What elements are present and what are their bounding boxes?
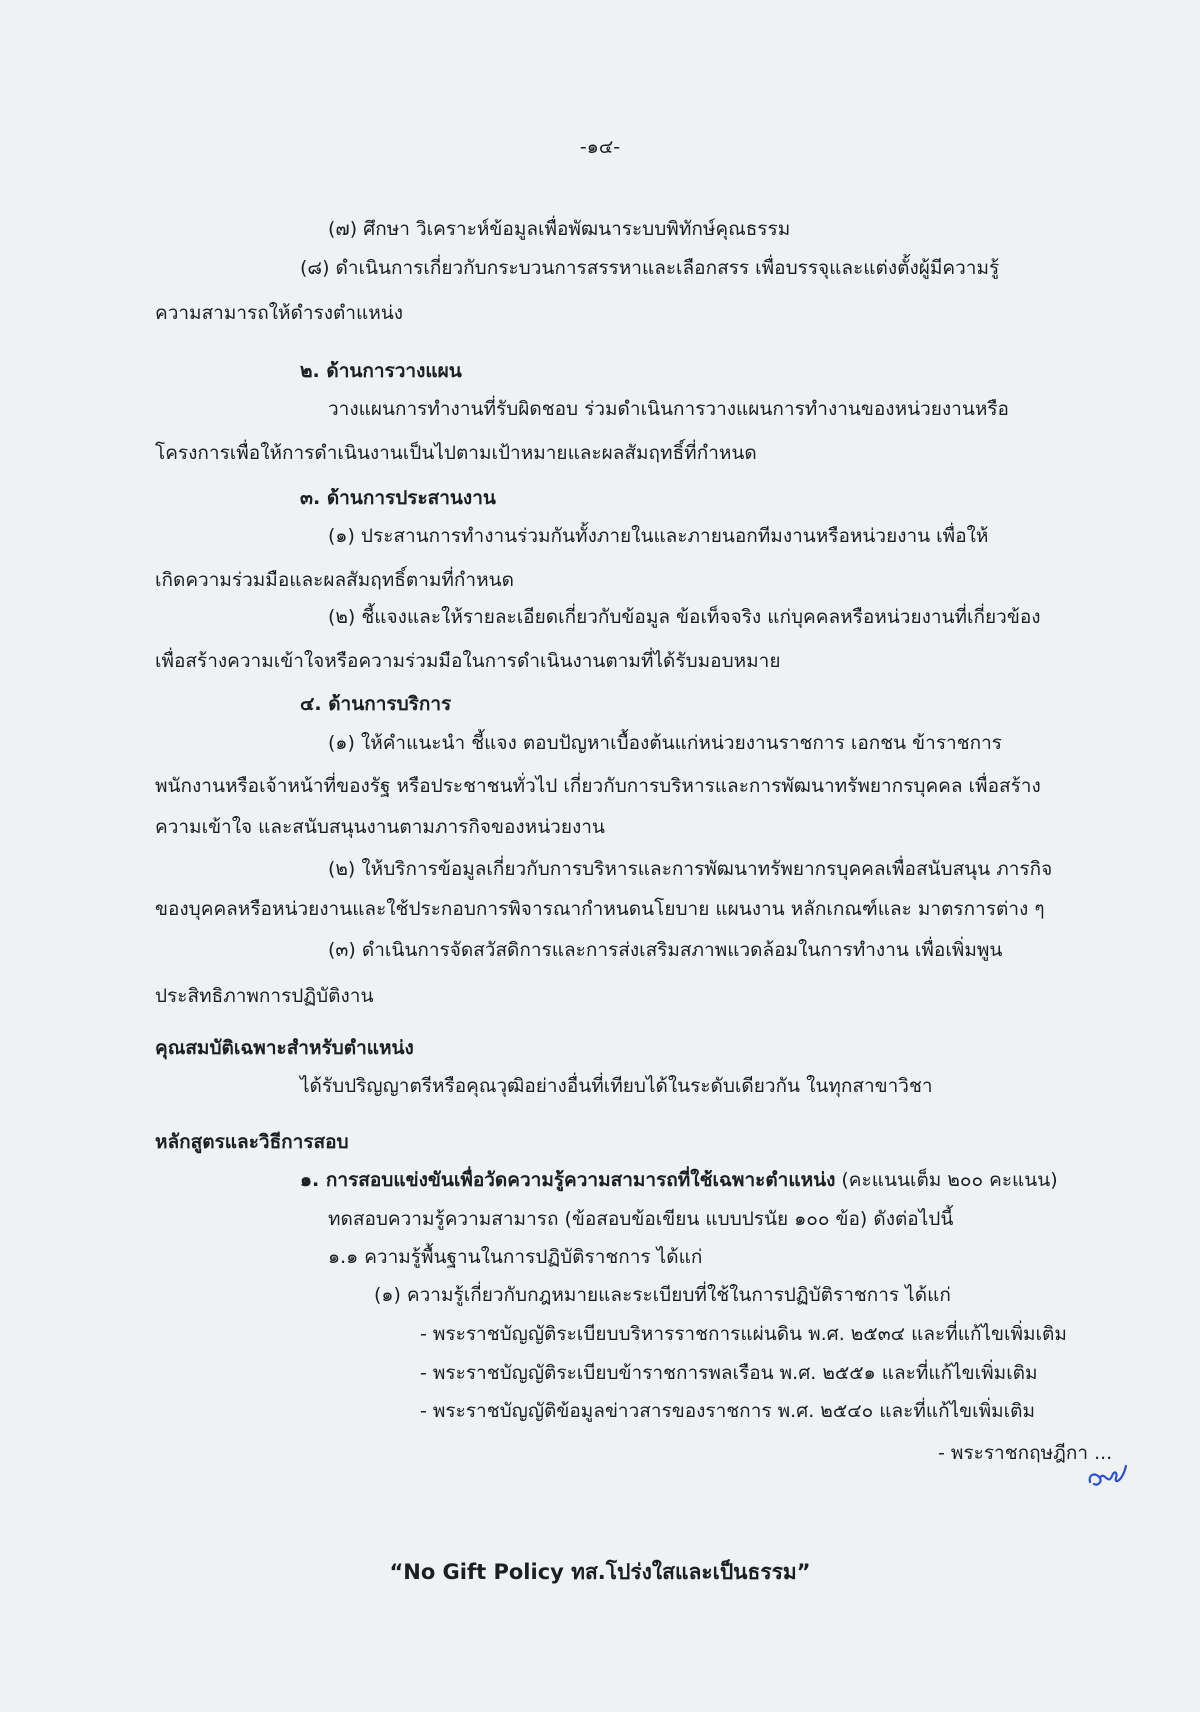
- exam-subsection-1-1: ๑.๑ ความรู้พื้นฐานในการปฏิบัติราชการ ได้แก่: [328, 1246, 703, 1268]
- footer-slogan: “No Gift Policy ทส.โปร่งใสและเป็นธรรม”: [389, 1560, 811, 1584]
- law-item-3: - พระราชบัญญัติข้อมูลข่าวสารของราชการ พ.ศ. ๒๕๔๐ และที่แก้ไขเพิ่มเติม: [420, 1400, 1036, 1422]
- exam-subitem-1: (๑) ความรู้เกี่ยวกับกฎหมายและระเบียบที่ใช้ในการปฏิบัติราชการ ได้แก่: [374, 1284, 951, 1306]
- coordination-item-1-cont: เกิดความร่วมมือและผลสัมฤทธิ์ตามที่กำหนด: [155, 569, 514, 591]
- service-item-3-cont: ประสิทธิภาพการปฏิบัติงาน: [155, 985, 374, 1007]
- service-item-3: (๓) ดำเนินการจัดสวัสดิการและการส่งเสริมสภาพแวดล้อมในการทำงาน เพื่อเพิ่มพูน: [328, 939, 1003, 961]
- service-item-2-cont: ของบุคคลหรือหน่วยงานและใช้ประกอบการพิจารณากำหนดนโยบาย แผนงาน หลักเกณฑ์และ มาตรการต่าง ๆ: [155, 898, 1045, 920]
- service-item-1-cont: พนักงานหรือเจ้าหน้าที่ของรัฐ หรือประชาชนทั่วไป เกี่ยวกับการบริหารและการพัฒนาทรัพยากรบุคคล เพื่อสร้าง: [155, 775, 1041, 797]
- service-item-2: (๒) ให้บริการข้อมูลเกี่ยวกับการบริหารและการพัฒนาทรัพยากรบุคคลเพื่อสนับสนุน ภารกิจ: [328, 858, 1053, 880]
- exam-title: [300, 1167, 1058, 1193]
- exam-heading: หลักสูตรและวิธีการสอบ: [155, 1131, 349, 1153]
- section-heading-planning: ๒. ด้านการวางแผน: [300, 360, 462, 382]
- page-number: -๑๔-: [579, 136, 621, 158]
- section-heading-coordination: ๓. ด้านการประสานงาน: [300, 487, 496, 509]
- section-heading-service: ๔. ด้านการบริการ: [300, 693, 452, 715]
- duty-item-8: (๘) ดำเนินการเกี่ยวกับกระบวนการสรรหาและเลือกสรร เพื่อบรรจุและแต่งตั้งผู้มีความรู้: [300, 257, 1000, 279]
- qualifications-text: ได้รับปริญญาตรีหรือคุณวุฒิอย่างอื่นที่เทียบได้ในระดับเดียวกัน ในทุกสาขาวิชา: [300, 1075, 933, 1097]
- planning-text-cont: โครงการเพื่อให้การดำเนินงานเป็นไปตามเป้าหมายและผลสัมฤทธิ์ที่กำหนด: [155, 442, 757, 464]
- law-item-1: - พระราชบัญญัติระเบียบบริหารราชการแผ่นดิน พ.ศ. ๒๕๓๔ และที่แก้ไขเพิ่มเติม: [420, 1323, 1067, 1345]
- coordination-item-2-cont: เพื่อสร้างความเข้าใจหรือความร่วมมือในการดำเนินงานตามที่ได้รับมอบหมาย: [155, 650, 781, 672]
- continuation-marker: - พระราชกฤษฎีกา ...: [938, 1442, 1113, 1464]
- planning-text: วางแผนการทำงานที่รับผิดชอบ ร่วมดำเนินการวางแผนการทำงานของหน่วยงานหรือ: [328, 398, 1009, 420]
- exam-title-main: ๑. การสอบแข่งขันเพื่อวัดความรู้ความสามารถที่ใช้เฉพาะตำแหน่ง: [300, 1169, 836, 1191]
- coordination-item-1: (๑) ประสานการทำงานร่วมกันทั้งภายในและภายนอกทีมงานหรือหน่วยงาน เพื่อให้: [328, 525, 989, 547]
- initials-signature: [1086, 1452, 1130, 1492]
- coordination-item-2: (๒) ชี้แจงและให้รายละเอียดเกี่ยวกับข้อมูล ข้อเท็จจริง แก่บุคคลหรือหน่วยงานที่เกี่ยวข้อง: [328, 606, 1041, 628]
- qualifications-heading: คุณสมบัติเฉพาะสำหรับตำแหน่ง: [155, 1037, 414, 1059]
- law-item-2: - พระราชบัญญัติระเบียบข้าราชการพลเรือน พ.ศ. ๒๕๕๑ และที่แก้ไขเพิ่มเติม: [420, 1362, 1038, 1384]
- service-item-1: (๑) ให้คำแนะนำ ชี้แจง ตอบปัญหาเบื้องต้นแก่หน่วยงานราชการ เอกชน ข้าราชการ: [328, 732, 1002, 754]
- exam-description: ทดสอบความรู้ความสามารถ (ข้อสอบข้อเขียน แบบปรนัย ๑๐๐ ข้อ) ดังต่อไปนี้: [328, 1208, 954, 1230]
- exam-title-score: (คะแนนเต็ม ๒๐๐ คะแนน): [835, 1169, 1058, 1191]
- duty-item-7: (๗) ศึกษา วิเคราะห์ข้อมูลเพื่อพัฒนาระบบพิทักษ์คุณธรรม: [328, 218, 791, 240]
- duty-item-8-cont: ความสามารถให้ดำรงตำแหน่ง: [155, 302, 404, 324]
- service-item-1-cont2: ความเข้าใจ และสนับสนุนงานตามภารกิจของหน่วยงาน: [155, 816, 605, 838]
